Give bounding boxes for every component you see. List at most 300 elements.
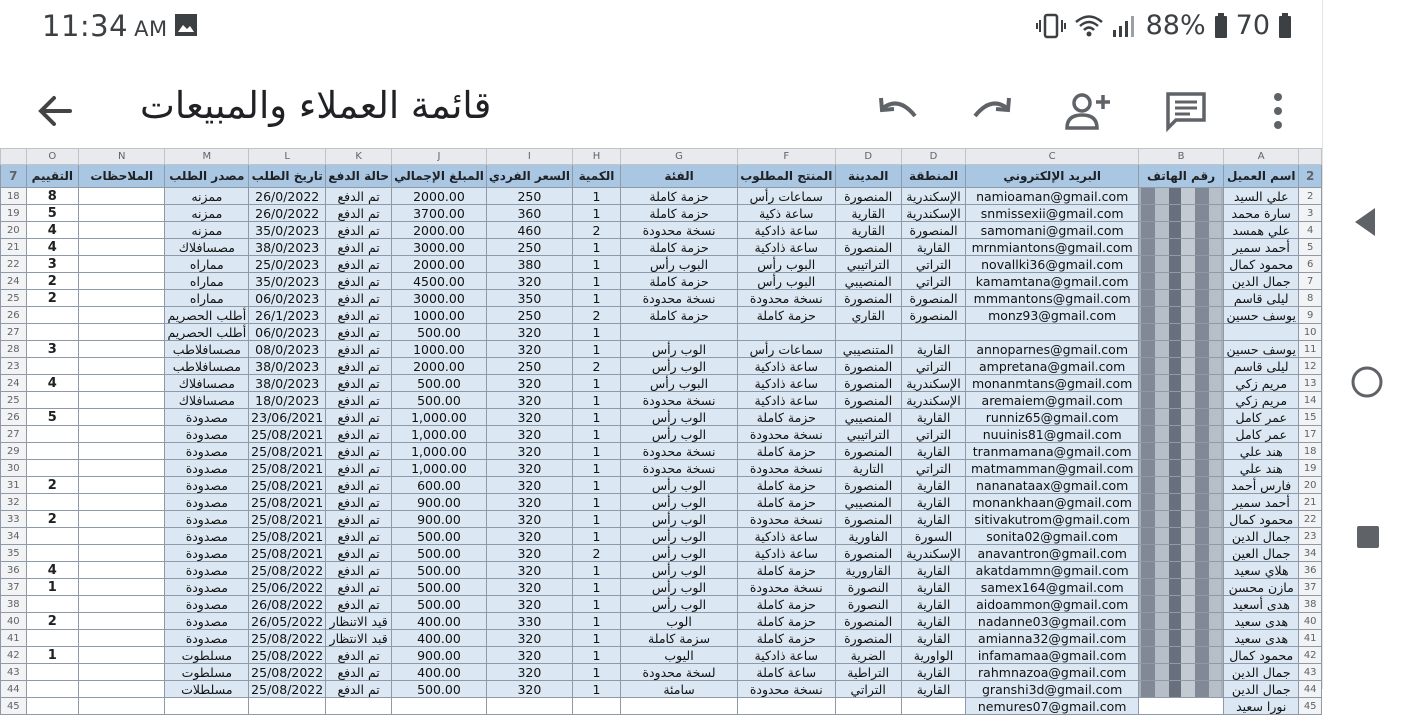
table-cell[interactable]: 25/08/2021 [249,477,326,494]
table-cell[interactable]: 2 [26,477,78,494]
table-cell[interactable]: المنصيبي [835,494,901,511]
undo-button[interactable] [872,86,924,136]
table-cell[interactable]: البوب رأس [737,273,835,290]
table-cell[interactable]: 320 [486,562,572,579]
table-cell[interactable]: المتنصيبي [835,341,901,358]
table-cell[interactable] [737,324,835,341]
table-cell[interactable]: 1 [572,613,620,630]
more-options-button[interactable] [1252,86,1304,136]
table-cell[interactable]: نسخة محدودة [737,511,835,528]
table-cell[interactable]: قيد الاتنظار [326,613,392,630]
table-cell[interactable]: 2 [572,358,620,375]
table-cell[interactable]: 38/0/2023 [249,375,326,392]
table-cell[interactable]: sitivakutrom@gmail.com [966,511,1139,528]
table-cell[interactable]: 4 [26,375,78,392]
table-cell[interactable] [26,443,78,460]
table-cell[interactable]: المنصورة [901,290,965,307]
table-cell[interactable]: ampretana@gmail.com [966,358,1139,375]
table-cell[interactable]: مسلطلات [165,681,249,698]
table-cell[interactable]: ساعة ذادكية [737,392,835,409]
table-cell[interactable]: لسخة محدودة [621,664,738,681]
table-cell[interactable] [1139,341,1224,358]
table-cell[interactable]: 400.00 [392,664,487,681]
table-cell[interactable]: التراتي [901,460,965,477]
row-number[interactable]: 23 [1,358,27,375]
table-cell[interactable]: يوسف حسين [1224,307,1299,324]
table-cell[interactable]: جمال الدين [1224,528,1299,545]
table-cell[interactable]: مصدودة [165,630,249,647]
row-number[interactable]: 45 [1299,698,1322,715]
table-cell[interactable]: المنصورة [835,477,901,494]
table-cell[interactable]: القارية [901,596,965,613]
table-cell[interactable]: البوب رأس [621,256,738,273]
table-cell[interactable]: 26/0/2022 [249,205,326,222]
table-cell[interactable] [1139,256,1224,273]
table-cell[interactable]: القارية [901,494,965,511]
table-cell[interactable]: الوب رأس [621,579,738,596]
table-cell[interactable]: 320 [486,477,572,494]
table-cell[interactable]: anavantron@gmail.com [966,545,1139,562]
table-cell[interactable]: 2000.00 [392,222,487,239]
table-cell[interactable]: نسخة محدودة [737,681,835,698]
table-cell[interactable]: تم الدفع [326,239,392,256]
table-cell[interactable]: 320 [486,579,572,596]
table-cell[interactable]: اليوب [621,647,738,664]
table-cell[interactable] [1139,698,1224,715]
table-cell[interactable]: تم الدفع [326,477,392,494]
table-cell[interactable]: 1 [572,239,620,256]
table-cell[interactable]: 250 [486,307,572,324]
column-header[interactable]: اسم العميل [1224,165,1299,188]
table-cell[interactable] [572,698,620,715]
table-cell[interactable]: مصدودة [165,613,249,630]
table-cell[interactable]: تم الدفع [326,273,392,290]
row-number[interactable]: 6 [1299,256,1322,273]
table-cell[interactable]: 400.00 [392,613,487,630]
spreadsheet[interactable] [0,148,1322,714]
table-cell[interactable]: هلاي سعيد [1224,562,1299,579]
table-cell[interactable]: حزمة كاملة [737,477,835,494]
table-cell[interactable] [1139,188,1224,205]
table-cell[interactable] [79,460,165,477]
table-cell[interactable]: حزمة كاملة [621,239,738,256]
table-cell[interactable]: 1 [26,579,78,596]
table-cell[interactable]: 1 [572,630,620,647]
table-cell[interactable]: 2 [572,545,620,562]
row-number[interactable]: 24 [1,375,27,392]
table-cell[interactable]: ممزنه [165,188,249,205]
sheet-grid[interactable] [0,148,1322,715]
table-cell[interactable]: monanmtans@gmail.com [966,375,1139,392]
table-cell[interactable]: الفاورية [835,528,901,545]
table-cell[interactable]: القارية [901,443,965,460]
table-cell[interactable]: 1 [572,596,620,613]
table-cell[interactable]: 1,000.00 [392,409,487,426]
table-cell[interactable]: الواورية [901,647,965,664]
table-cell[interactable]: الوب رأس [621,426,738,443]
table-cell[interactable]: مازن محسن [1224,579,1299,596]
table-cell[interactable]: الإسكندرية [901,392,965,409]
column-letter[interactable]: F [737,149,835,165]
table-cell[interactable]: سماعات رأس [737,341,835,358]
table-cell[interactable]: 25/08/2021 [249,511,326,528]
table-cell[interactable]: مريم زكي [1224,375,1299,392]
table-cell[interactable] [1139,409,1224,426]
row-number[interactable]: 37 [1,579,27,596]
table-cell[interactable]: 1 [572,477,620,494]
table-cell[interactable]: mrnmiantons@gmail.com [966,239,1139,256]
table-cell[interactable]: 4 [26,222,78,239]
table-cell[interactable]: 25/0/2023 [249,256,326,273]
table-cell[interactable]: المنصورة [835,630,901,647]
table-cell[interactable]: الضرية [835,647,901,664]
nav-recents-button[interactable] [1345,514,1389,558]
table-cell[interactable]: جمال الدين [1224,681,1299,698]
table-cell[interactable] [79,341,165,358]
table-cell[interactable]: الإسكندرية [901,545,965,562]
column-letter[interactable]: K [326,149,392,165]
table-cell[interactable]: حزمة كاملة [737,613,835,630]
table-cell[interactable]: 1 [572,341,620,358]
table-cell[interactable]: 5 [26,205,78,222]
table-cell[interactable]: قبد الانتظار [326,630,392,647]
table-cell[interactable]: 320 [486,273,572,290]
table-cell[interactable]: تم الدفع [326,375,392,392]
table-cell[interactable]: تم الدفع [326,205,392,222]
table-cell[interactable]: تم الدفع [326,188,392,205]
table-cell[interactable]: 2000.00 [392,358,487,375]
table-cell[interactable]: الوب رأس [621,494,738,511]
table-cell[interactable]: الإسكندرية [901,188,965,205]
table-cell[interactable]: مصسافلاك [165,392,249,409]
table-cell[interactable]: القارية [901,579,965,596]
table-cell[interactable]: granshi3d@gmail.com [966,681,1139,698]
column-header[interactable]: السعر الفردي [486,165,572,188]
table-cell[interactable]: 25/06/2022 [249,579,326,596]
table-cell[interactable]: 320 [486,511,572,528]
table-cell[interactable]: تم الدفع [326,409,392,426]
table-cell[interactable]: 26/08/2022 [249,596,326,613]
table-cell[interactable]: 500.00 [392,392,487,409]
column-header[interactable]: الملاحظات [79,165,165,188]
row-number[interactable]: 11 [1299,341,1322,358]
table-cell[interactable]: تم الدفع [326,494,392,511]
table-cell[interactable]: المنصيبي [835,409,901,426]
row-number[interactable]: 27 [1,324,27,341]
table-cell[interactable]: حزمة كاملة [737,307,835,324]
table-cell[interactable]: مصدودة [165,443,249,460]
table-cell[interactable] [79,239,165,256]
row-number[interactable]: 4 [1299,222,1322,239]
row-number[interactable]: 43 [1,664,27,681]
table-cell[interactable]: sonita02@gmail.com [966,528,1139,545]
table-cell[interactable]: 320 [486,664,572,681]
table-cell[interactable] [79,290,165,307]
row-number[interactable]: 2 [1299,165,1322,188]
table-cell[interactable]: حزمة كاملة [737,409,835,426]
row-number[interactable]: 21 [1299,494,1322,511]
table-cell[interactable]: حزمة كاملة [621,307,738,324]
table-cell[interactable]: السورة [901,528,965,545]
table-cell[interactable]: هدى سعيد [1224,613,1299,630]
table-cell[interactable]: 1 [572,409,620,426]
table-cell[interactable] [79,681,165,698]
table-cell[interactable]: 360 [486,205,572,222]
table-cell[interactable]: تم الدفع [326,460,392,477]
table-cell[interactable]: 320 [486,409,572,426]
column-letter[interactable]: D [835,149,901,165]
table-cell[interactable]: 2000.00 [392,256,487,273]
table-cell[interactable] [26,324,78,341]
table-cell[interactable] [79,562,165,579]
table-cell[interactable]: 25/08/2022 [249,681,326,698]
table-cell[interactable] [79,358,165,375]
table-cell[interactable]: المنصورة [901,222,965,239]
table-cell[interactable] [79,256,165,273]
table-cell[interactable]: محمود كمال [1224,256,1299,273]
table-cell[interactable]: 2 [26,613,78,630]
table-cell[interactable]: تم الدفع [326,511,392,528]
row-number[interactable]: 20 [1,222,27,239]
column-header[interactable]: الكمية [572,165,620,188]
row-number[interactable]: 30 [1,460,27,477]
table-cell[interactable]: 320 [486,460,572,477]
table-cell[interactable]: ساعة ذادكية [737,239,835,256]
column-header[interactable]: رقم الهاتف [1139,165,1224,188]
column-header[interactable]: تاريخ الطلب [249,165,326,188]
table-cell[interactable]: فارس أحمد [1224,477,1299,494]
table-cell[interactable] [392,698,487,715]
table-cell[interactable]: القارية [901,562,965,579]
table-cell[interactable]: 320 [486,630,572,647]
table-cell[interactable]: tranmamana@gmail.com [966,443,1139,460]
column-letter[interactable]: I [486,149,572,165]
row-number[interactable]: 12 [1299,358,1322,375]
table-cell[interactable] [1224,324,1299,341]
table-cell[interactable] [835,324,901,341]
table-cell[interactable]: مصسافلاطب [165,358,249,375]
row-number[interactable]: 18 [1,188,27,205]
table-cell[interactable]: aremaiem@gmail.com [966,392,1139,409]
table-cell[interactable]: 2 [572,222,620,239]
row-number[interactable]: 13 [1299,375,1322,392]
table-cell[interactable]: 320 [486,426,572,443]
row-number[interactable]: 15 [1299,409,1322,426]
table-cell[interactable] [1139,290,1224,307]
table-cell[interactable] [79,664,165,681]
table-cell[interactable]: 1 [572,528,620,545]
column-letter[interactable]: B [1139,149,1224,165]
table-cell[interactable]: 25/08/2021 [249,426,326,443]
column-header[interactable]: مصدر الطلب [165,165,249,188]
row-number[interactable]: 20 [1299,477,1322,494]
table-cell[interactable]: المنصورة [835,375,901,392]
row-number[interactable]: 35 [1,545,27,562]
column-letter[interactable]: O [26,149,78,165]
table-cell[interactable]: 18/0/2023 [249,392,326,409]
table-cell[interactable] [79,426,165,443]
table-cell[interactable]: النصورة [835,579,901,596]
table-cell[interactable]: 2 [26,273,78,290]
table-cell[interactable] [1139,664,1224,681]
column-letter[interactable]: N [79,149,165,165]
table-cell[interactable]: أحمد سمير [1224,239,1299,256]
back-button[interactable] [30,86,80,136]
table-cell[interactable]: 2000.00 [392,188,487,205]
table-cell[interactable]: الوب رأس [621,409,738,426]
table-cell[interactable]: 400.00 [392,630,487,647]
table-cell[interactable]: المنصورة [901,307,965,324]
table-cell[interactable]: مصدودة [165,545,249,562]
row-number[interactable]: 22 [1299,511,1322,528]
column-header[interactable]: المنطقة [901,165,965,188]
table-cell[interactable] [79,188,165,205]
row-number[interactable]: 25 [1,392,27,409]
table-cell[interactable] [901,324,965,341]
table-cell[interactable]: تم الدفع [326,528,392,545]
table-cell[interactable]: 3 [26,341,78,358]
table-cell[interactable] [26,681,78,698]
table-cell[interactable]: 320 [486,341,572,358]
table-cell[interactable] [79,647,165,664]
table-cell[interactable]: 25/08/2022 [249,562,326,579]
table-cell[interactable]: ساعة ذادكية [737,222,835,239]
table-cell[interactable]: 500.00 [392,545,487,562]
row-number[interactable]: 42 [1,647,27,664]
table-cell[interactable] [26,664,78,681]
table-cell[interactable] [1139,375,1224,392]
row-number[interactable]: 36 [1299,562,1322,579]
table-cell[interactable]: القارية [901,477,965,494]
table-cell[interactable]: ساعة ذادكية [737,528,835,545]
table-cell[interactable]: akatdammn@gmail.com [966,562,1139,579]
column-letter[interactable]: M [165,149,249,165]
table-cell[interactable]: 500.00 [392,324,487,341]
table-cell[interactable]: تم الدفع [326,579,392,596]
table-cell[interactable] [79,545,165,562]
table-cell[interactable] [1139,613,1224,630]
table-cell[interactable]: مصدودة [165,579,249,596]
table-cell[interactable]: 35/0/2023 [249,222,326,239]
table-cell[interactable]: القارية [835,222,901,239]
table-cell[interactable]: 1 [572,290,620,307]
table-cell[interactable] [26,426,78,443]
table-cell[interactable] [621,324,738,341]
table-cell[interactable]: المنصورة [835,545,901,562]
table-cell[interactable]: مصدودة [165,511,249,528]
table-cell[interactable]: 25/08/2022 [249,630,326,647]
table-cell[interactable]: ممزنه [165,205,249,222]
table-cell[interactable] [79,528,165,545]
table-cell[interactable] [26,460,78,477]
table-cell[interactable]: nananataax@gmail.com [966,477,1139,494]
table-cell[interactable]: تم الدفع [326,392,392,409]
row-number[interactable]: 44 [1,681,27,698]
table-cell[interactable] [1139,494,1224,511]
table-cell[interactable]: 35/0/2023 [249,273,326,290]
table-cell[interactable]: 250 [486,358,572,375]
table-cell[interactable]: حزمة كاملة [621,205,738,222]
table-cell[interactable]: 500.00 [392,375,487,392]
table-cell[interactable] [79,630,165,647]
nav-back-button[interactable] [1345,200,1389,244]
table-cell[interactable]: أطلب الحصريم [165,324,249,341]
row-number[interactable]: 41 [1,630,27,647]
table-cell[interactable]: 320 [486,647,572,664]
row-number[interactable]: 34 [1,528,27,545]
row-number[interactable]: 2 [1299,188,1322,205]
table-cell[interactable]: حزمة كاملة [737,494,835,511]
table-cell[interactable]: نسخة محدودة [737,290,835,307]
row-number[interactable]: 14 [1299,392,1322,409]
row-number[interactable]: 38 [1299,596,1322,613]
table-cell[interactable]: التراطية [835,664,901,681]
table-cell[interactable]: 3700.00 [392,205,487,222]
table-cell[interactable]: تم الدفع [326,256,392,273]
table-cell[interactable] [1139,324,1224,341]
table-cell[interactable] [1139,579,1224,596]
table-cell[interactable]: القارية [901,664,965,681]
table-cell[interactable]: samomani@gmail.com [966,222,1139,239]
table-cell[interactable]: تم الدفع [326,443,392,460]
comment-button[interactable] [1160,86,1212,136]
table-cell[interactable]: القارية [901,613,965,630]
table-cell[interactable] [79,307,165,324]
table-cell[interactable]: المنصورة [835,613,901,630]
table-cell[interactable] [1139,358,1224,375]
table-cell[interactable]: مصدودة [165,409,249,426]
table-cell[interactable] [1139,460,1224,477]
table-cell[interactable]: nemures07@gmail.com [966,698,1139,715]
table-cell[interactable]: النصورة [835,596,901,613]
table-cell[interactable]: هدى أسعيد [1224,596,1299,613]
table-cell[interactable]: سماعات رأس [737,188,835,205]
table-cell[interactable]: 1,000.00 [392,460,487,477]
row-number[interactable]: 41 [1299,630,1322,647]
table-cell[interactable]: 900.00 [392,511,487,528]
table-cell[interactable]: 4 [26,562,78,579]
table-cell[interactable]: عمر كامل [1224,409,1299,426]
table-cell[interactable] [1139,239,1224,256]
table-cell[interactable]: monankhaan@gmail.com [966,494,1139,511]
row-number[interactable]: 19 [1,205,27,222]
table-cell[interactable]: 4 [26,239,78,256]
column-letter[interactable]: L [249,149,326,165]
table-cell[interactable]: ساعة ذادكية [737,358,835,375]
table-cell[interactable]: 23/06/2021 [249,409,326,426]
table-cell[interactable] [26,698,78,715]
table-cell[interactable]: نسخة محدودة [737,579,835,596]
table-cell[interactable]: التراتي [901,358,965,375]
row-number[interactable]: 33 [1,511,27,528]
table-cell[interactable]: 3000.00 [392,239,487,256]
table-cell[interactable]: 25/08/2021 [249,443,326,460]
table-cell[interactable]: تم الدفع [326,324,392,341]
table-cell[interactable]: نسخة محدودة [621,290,738,307]
table-cell[interactable]: القارية [901,239,965,256]
column-header[interactable]: المبلغ الإجمالي [392,165,487,188]
table-cell[interactable]: 460 [486,222,572,239]
row-number[interactable]: 3 [1299,205,1322,222]
row-number[interactable]: 7 [1299,273,1322,290]
column-letter[interactable]: D [901,149,965,165]
table-cell[interactable] [1139,562,1224,579]
table-cell[interactable] [1139,647,1224,664]
table-cell[interactable]: مماراه [165,290,249,307]
table-cell[interactable]: 1 [572,647,620,664]
table-cell[interactable] [486,698,572,715]
table-cell[interactable] [79,409,165,426]
